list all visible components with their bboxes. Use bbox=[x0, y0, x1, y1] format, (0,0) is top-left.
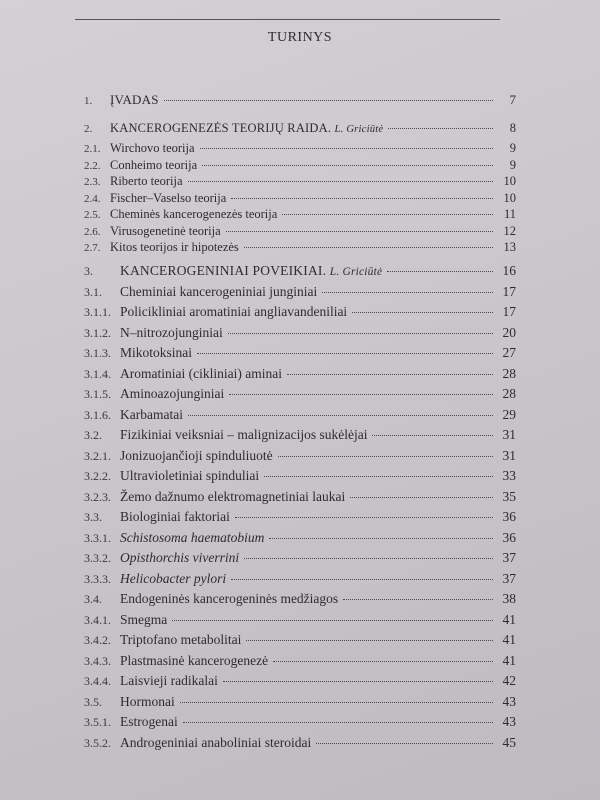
dot-leader bbox=[228, 333, 493, 334]
entry-title-text: Virusogenetinė teorija bbox=[110, 223, 221, 238]
entry-number: 3.5.2. bbox=[84, 735, 111, 750]
entry-title-text: Kitos teorijos ir hipotezės bbox=[110, 240, 239, 254]
entry-number: 3. bbox=[84, 264, 93, 278]
entry-title-text: Cheminiai kancerogeniniai junginiai bbox=[120, 283, 318, 299]
entry-title bbox=[120, 386, 224, 402]
dot-leader bbox=[350, 497, 493, 498]
dot-leader bbox=[223, 681, 493, 682]
toc-entry bbox=[84, 174, 516, 191]
dot-leader bbox=[244, 247, 493, 248]
entry-title-text: Cheminės kancerogenezės teorija bbox=[110, 207, 278, 221]
entry-number: 2.5. bbox=[84, 209, 101, 221]
toc-entry bbox=[84, 141, 516, 158]
entry-title-text: Jonizuojančioji spinduliuotė bbox=[120, 447, 273, 463]
page-number: 29 bbox=[502, 406, 516, 422]
dot-leader bbox=[226, 231, 493, 232]
dot-leader bbox=[388, 128, 493, 129]
entry-number: 3.2.2. bbox=[84, 469, 111, 483]
page-number: 7 bbox=[509, 92, 516, 107]
dot-leader bbox=[164, 100, 493, 101]
dot-leader bbox=[316, 743, 493, 744]
toc-entry bbox=[84, 591, 516, 612]
dot-leader bbox=[172, 620, 493, 621]
entry-title bbox=[120, 550, 239, 566]
entry-number: 3.2. bbox=[84, 428, 102, 442]
dot-leader bbox=[269, 538, 493, 539]
dot-leader bbox=[202, 165, 493, 166]
entry-title bbox=[120, 325, 223, 341]
toc-entry bbox=[84, 571, 516, 592]
page-number: 9 bbox=[509, 157, 516, 172]
entry-title bbox=[120, 530, 264, 546]
toc-entry bbox=[84, 468, 516, 489]
toc-entry bbox=[84, 263, 516, 284]
entry-title bbox=[120, 735, 311, 751]
toc-entry bbox=[84, 304, 516, 325]
entry-title bbox=[120, 366, 282, 382]
toc-entry bbox=[84, 345, 516, 366]
entry-number: 3.4.1. bbox=[84, 612, 111, 627]
toc-entry bbox=[84, 325, 516, 346]
entry-number: 3.1.3. bbox=[84, 346, 111, 360]
page-number: 35 bbox=[502, 488, 516, 504]
dot-leader bbox=[372, 435, 493, 436]
entry-number: 2.7. bbox=[84, 242, 101, 254]
toc-entry bbox=[84, 714, 516, 735]
entry-title-text: Ultravioletiniai spinduliai bbox=[120, 468, 260, 483]
dot-leader bbox=[200, 148, 493, 149]
dot-leader bbox=[352, 312, 493, 313]
page-number: 8 bbox=[509, 121, 516, 135]
page-number: 12 bbox=[503, 223, 516, 238]
page-number: 28 bbox=[502, 365, 516, 381]
dot-leader bbox=[278, 456, 493, 457]
dot-leader bbox=[264, 476, 493, 477]
entry-title bbox=[120, 407, 183, 423]
page-number: 33 bbox=[502, 468, 516, 483]
toc-entry bbox=[84, 530, 516, 551]
dot-leader bbox=[282, 214, 493, 215]
dot-leader bbox=[343, 599, 493, 600]
entry-title-text: KANCEROGENINIAI POVEIKIAI. bbox=[120, 263, 327, 278]
dot-leader bbox=[244, 558, 493, 559]
dot-leader bbox=[180, 702, 493, 703]
toc-entry bbox=[84, 284, 516, 305]
entry-number: 2.4. bbox=[84, 192, 101, 205]
page-number: 36 bbox=[502, 529, 516, 545]
toc-entry bbox=[84, 632, 516, 653]
page-number: 36 bbox=[502, 509, 516, 524]
dot-leader bbox=[188, 415, 493, 416]
entry-title-text: Laisvieji radikalai bbox=[120, 673, 218, 688]
entry-number: 2.3. bbox=[84, 176, 101, 188]
entry-number: 3.1.1. bbox=[84, 305, 111, 319]
entry-title-text: Smegma bbox=[120, 611, 168, 627]
entry-number: 3.4.3. bbox=[84, 653, 111, 668]
entry-title bbox=[120, 427, 367, 443]
page-number: 42 bbox=[502, 673, 516, 688]
entry-title-text: N–nitrozojunginiai bbox=[120, 324, 223, 340]
entry-title bbox=[110, 224, 221, 239]
page-number: 41 bbox=[502, 632, 516, 647]
toc-entry bbox=[84, 448, 516, 469]
dot-leader bbox=[246, 640, 493, 641]
entry-title bbox=[120, 591, 338, 607]
entry-number: 3.1.6. bbox=[84, 407, 111, 422]
page-number: 17 bbox=[502, 283, 516, 299]
entry-title bbox=[120, 448, 273, 464]
toc-group-2 bbox=[84, 121, 516, 257]
entry-title-text: ĮVADAS bbox=[110, 92, 159, 107]
entry-title bbox=[110, 174, 183, 189]
entry-title-text: Fizikiniai veiksniai – malignizacijos sukėlėjai bbox=[120, 427, 368, 442]
page-number: 10 bbox=[503, 190, 516, 205]
page-number: 31 bbox=[502, 447, 516, 463]
entry-author: L. Griciūtė bbox=[329, 266, 383, 278]
entry-title bbox=[120, 468, 259, 484]
page-number: 43 bbox=[502, 714, 516, 729]
entry-title bbox=[120, 284, 317, 300]
toc-entry bbox=[84, 694, 516, 715]
entry-number: 3.4.4. bbox=[84, 674, 111, 688]
page-number: 20 bbox=[502, 324, 516, 340]
toc-entry bbox=[84, 240, 516, 257]
entry-number: 3.2.1. bbox=[84, 448, 111, 463]
entry-title-text: Mikotoksinai bbox=[120, 345, 193, 360]
entry-number: 3.4. bbox=[84, 592, 102, 606]
toc-entry bbox=[84, 366, 516, 387]
entry-title bbox=[120, 612, 167, 628]
entry-number: 3.3.3. bbox=[84, 571, 111, 586]
entry-number: 2. bbox=[84, 123, 93, 135]
entry-title-text: Karbamatai bbox=[120, 406, 183, 422]
dot-leader bbox=[231, 198, 493, 199]
entry-number: 3.5.1. bbox=[84, 715, 111, 729]
entry-title-text: Estrogenai bbox=[120, 714, 178, 729]
entry-title bbox=[120, 509, 230, 525]
toc-entry bbox=[84, 121, 516, 141]
entry-title-text: Policikliniai aromatiniai angliavandeniliai bbox=[120, 304, 348, 319]
entry-title bbox=[120, 571, 226, 587]
entry-number: 1. bbox=[84, 95, 93, 107]
entry-title bbox=[120, 714, 178, 730]
entry-title-text: Opisthorchis viverrini bbox=[120, 550, 240, 565]
page-number: 41 bbox=[502, 611, 516, 627]
dot-leader bbox=[197, 353, 493, 354]
toc-entry bbox=[84, 191, 516, 208]
entry-title bbox=[110, 240, 239, 255]
entry-title bbox=[110, 121, 383, 136]
entry-title bbox=[120, 653, 268, 669]
entry-title-text: Endogeninės kancerogeninės medžiagos bbox=[120, 591, 339, 606]
toc-entry bbox=[84, 207, 516, 224]
entry-title bbox=[120, 304, 347, 320]
entry-title bbox=[120, 673, 218, 689]
page-title: TURINYS bbox=[267, 30, 333, 45]
entry-title-text: Žemo dažnumo elektromagnetiniai laukai bbox=[120, 488, 346, 504]
toc-entry bbox=[84, 224, 516, 241]
entry-title bbox=[120, 632, 241, 648]
toc-entry bbox=[84, 612, 516, 633]
entry-title-text: Aminoazojunginiai bbox=[120, 386, 225, 401]
toc-entry bbox=[84, 653, 516, 674]
toc-group-3 bbox=[84, 263, 516, 755]
entry-title-text: Androgeniniai anaboliniai steroidai bbox=[120, 734, 312, 750]
entry-number: 3.2.3. bbox=[84, 489, 111, 504]
entry-title bbox=[120, 345, 192, 361]
entry-title bbox=[120, 694, 175, 710]
entry-number: 3.1. bbox=[84, 284, 102, 299]
entry-title bbox=[110, 141, 195, 156]
page-number: 38 bbox=[502, 591, 516, 606]
entry-title-text: Schistosoma haematobium bbox=[120, 529, 265, 545]
page-number: 37 bbox=[502, 550, 516, 565]
entry-title bbox=[110, 158, 197, 173]
toc-entry bbox=[84, 550, 516, 571]
entry-title-text: KANCEROGENEZĖS TEORIJŲ RAIDA. bbox=[110, 121, 332, 135]
dot-leader bbox=[183, 722, 493, 723]
page-number: 13 bbox=[503, 240, 516, 254]
dot-leader bbox=[231, 579, 493, 580]
entry-title bbox=[110, 207, 277, 222]
entry-title-text: Plastmasinė kancerogenezė bbox=[120, 652, 269, 668]
page-number: 27 bbox=[502, 345, 516, 360]
entry-number: 3.1.5. bbox=[84, 387, 111, 401]
entry-title-text: Aromatiniai (cikliniai) aminai bbox=[120, 365, 282, 381]
toc-entry bbox=[84, 407, 516, 428]
entry-title bbox=[110, 191, 226, 206]
entry-number: 3.3.1. bbox=[84, 530, 111, 545]
entry-number: 2.1. bbox=[84, 143, 101, 155]
dot-leader bbox=[322, 292, 493, 293]
toc-entry bbox=[84, 386, 516, 407]
page-number: 16 bbox=[502, 263, 516, 278]
entry-title-text: Helicobacter pylori bbox=[120, 570, 227, 586]
dot-leader bbox=[287, 374, 493, 375]
top-rule bbox=[75, 19, 500, 20]
toc-entry bbox=[84, 427, 516, 448]
toc-entry bbox=[84, 735, 516, 756]
entry-title-text: Riberto teorija bbox=[110, 174, 183, 188]
page-number: 41 bbox=[502, 652, 516, 668]
dot-leader bbox=[273, 661, 493, 662]
dot-leader bbox=[229, 394, 493, 395]
entry-title-text: Conheimo teorija bbox=[110, 157, 198, 172]
page-number: 43 bbox=[502, 693, 516, 709]
page-number: 17 bbox=[502, 304, 516, 319]
entry-number: 3.1.4. bbox=[84, 366, 111, 381]
toc-group-1 bbox=[84, 92, 516, 108]
page-number: 45 bbox=[502, 734, 516, 750]
entry-number: 2.2. bbox=[84, 159, 101, 172]
page-number: 9 bbox=[509, 141, 516, 155]
page-number: 10 bbox=[503, 174, 516, 188]
dot-leader bbox=[387, 271, 493, 272]
page-number: 28 bbox=[502, 386, 516, 401]
dot-leader bbox=[188, 181, 493, 182]
entry-number: 3.5. bbox=[84, 694, 102, 709]
entry-number: 3.1.2. bbox=[84, 325, 111, 340]
page-number: 31 bbox=[502, 427, 516, 442]
page-number: 37 bbox=[502, 570, 516, 586]
entry-title-text: Triptofano metabolitai bbox=[120, 632, 242, 647]
entry-number: 2.6. bbox=[84, 225, 101, 238]
toc-entry bbox=[84, 509, 516, 530]
toc-entry bbox=[84, 673, 516, 694]
entry-title-text: Biologiniai faktoriai bbox=[120, 509, 230, 524]
entry-title-text: Wirchovo teorija bbox=[110, 141, 195, 155]
entry-title bbox=[120, 263, 382, 279]
entry-title bbox=[110, 92, 159, 108]
entry-author: L. Griciūtė bbox=[334, 124, 384, 135]
entry-number: 3.3. bbox=[84, 510, 102, 524]
toc-entry bbox=[84, 158, 516, 175]
toc-entry bbox=[84, 92, 516, 108]
entry-title bbox=[120, 489, 345, 505]
toc-entry bbox=[84, 489, 516, 510]
entry-number: 3.3.2. bbox=[84, 551, 111, 565]
dot-leader bbox=[235, 517, 493, 518]
entry-title-text: Hormonai bbox=[120, 693, 175, 709]
entry-number: 3.4.2. bbox=[84, 633, 111, 647]
entry-title-text: Fischer–Vaselso teorija bbox=[110, 190, 227, 205]
page-number: 11 bbox=[503, 207, 516, 221]
